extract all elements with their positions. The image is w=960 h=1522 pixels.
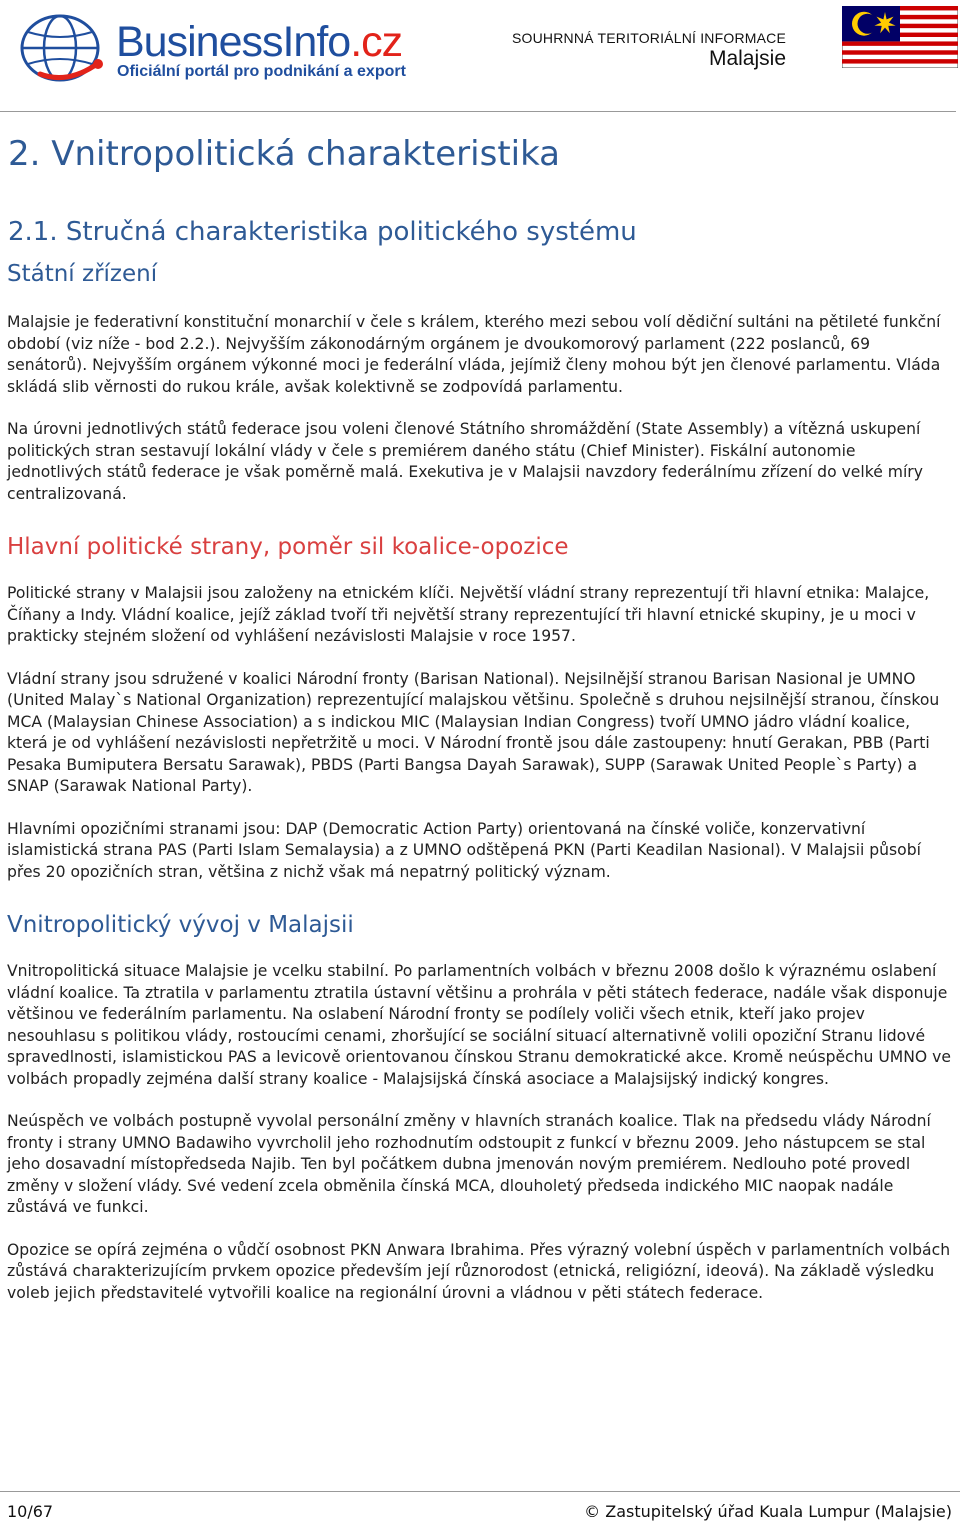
section-title: 2.1. Stručná charakteristika politického systému [8, 217, 637, 247]
malaysia-flag-icon [842, 6, 958, 68]
paragraph: Hlavními opozičními stranami jsou: DAP (Democratic Action Party) orientovaná na čínské voliče, konzervativní islamistická strana PAS (Parti Islam Semalaysia) a z UMNO odštěpená PKN (Parti Keadilan Nasional). V Malajsii působí přes 20 opozičních stran, většina z nichž však má nepatrný politický význam. [7, 819, 921, 881]
copyright-notice: © Zastupitelský úřad Kuala Lumpur (Malajsie) [584, 1502, 952, 1521]
header-divider [0, 111, 956, 112]
paragraph: Vnitropolitická situace Malajsie je vcelku stabilní. Po parlamentních volbách v březnu 2008 došlo k výraznému oslabení vládní koalice. Ta ztratila v parlamentu ztratila ústavní většinu a prohrála v pěti státech federace, nadále však disponuje většinou ve federálním parlamentu. Na oslabení Národní fronty se podílely voliči všech etnik, kteří jako projev nesouhlasu s politikou vlády, rostoucími cenami, zhoršující se sociální situací alternativně volili opoziční Stranu lidové spravedlnosti, islamistickou PAS a levicově orientovanou čínskou Stranu demokratické akce. Kromě neúspěchu UMNO ve volbách propadly zejména další strany koalice - Malajsijská čínská asociace a Malajsijský indický kongres. [7, 962, 951, 1088]
document-body [7, 130, 952, 1304]
document-type-label: SOUHRNNÁ TERITORIÁLNÍ INFORMACE [511, 30, 786, 46]
logo-tagline: Oficiální portál pro podnikání a export [117, 63, 406, 80]
paragraph: Neúspěch ve volbách postupně vyvolal personální změny v hlavních stranách koalice. Tlak na předsedu vlády Národní fronty i strany UMNO Badawiho vyvrcholil jeho rozhodnutím odstoupit z funkcí v březnu 2009. Jeho nástupcem se stal jeho dosavadní místopředseda Najib. Ten byl počátkem dubna jmenován novým premiérem. Nedlouho poté provedl změny v složení vlády. Své vedení zcela obměnila čínská MCA, dlouholetý předseda indického MIC naopak nadále zůstává ve funkci. [7, 1112, 931, 1216]
page-number: 10/67 [7, 1502, 54, 1521]
paragraph: Opozice se opírá zejména o vůdčí osobnost PKN Anwara Ibrahima. Přes výrazný volební úspěch v parlamentních volbách zůstává charakterizujícím prvkem opozice především její různorodost (etnická, religiózní, ideová). Na základě výsledku voleb jejich představitelé vytvořili koalice na regionální úrovni a vládnou v pěti státech federace. [7, 1240, 951, 1302]
page-header [0, 0, 960, 112]
subsection-heading-domestic-development: Vnitropolitický vývoj v Malajsii [7, 912, 354, 938]
logo-wordmark: BusinessInfo.cz [116, 18, 403, 66]
subsection-heading-state-system: Státní zřízení [7, 261, 158, 287]
paragraph: Politické strany v Malajsii jsou založeny na etnickém klíči. Největší vládní strany reprezentují tři hlavní etnika: Malajce, Číňany a Indy. Vládní koalice, jejíž základ tvoří tři největší strany reprezentující tři hlavní etnické skupiny, je u moci v prakticky stejném složení od vyhlášení nezávislosti Malajsie v roce 1957. [7, 584, 930, 645]
chapter-title: 2. Vnitropolitická charakteristika [8, 134, 561, 174]
footer-divider [0, 1491, 960, 1492]
country-name: Malajsie [708, 47, 786, 70]
document-type [512, 30, 786, 71]
paragraph: Na úrovni jednotlivých států federace jsou voleni členové Státního shromáždění (State Assembly) a vítězná uskupení politických stran sestavují lokální vlády v čele s premiérem daného státu (Chief Minister). Fiskální autonomie jednotlivých států federace je však poměrně malá. Exekutiva je v Malajsii navzdory federálnímu zřízení do velké míry centralizovaná. [7, 420, 923, 503]
subsection-heading-political-parties: Hlavní politické strany, poměr sil koalice-opozice [7, 534, 569, 560]
paragraph: Malajsie je federativní konstituční monarchií v čele s králem, kterého mezi sebou volí dědiční sultáni na pětileté funkční období (viz níže - bod 2.2.). Nejvyšším zákonodárným orgánem je dvoukomorový parlament (222 poslanců, 69 senátorů). Nejvyšším orgánem výkonné moci je federální vláda, jejímiž členy mohou být jen členové parlamentu. Vláda skládá slib věrnosti do rukou krále, avšak kolektivně se zodpovídá parlamentu. [7, 313, 941, 396]
paragraph: Vládní strany jsou sdružené v koalici Národní fronty (Barisan National). Nejsilnější stranou Barisan Nasional je UMNO (United Malay`s National Organization) reprezentující malajskou většinu. Společně s druhou nejsilnější stranou, čínskou MCA (Malaysian Chinese Association) a s indickou MIC (Malaysian Indian Congress) tvoří UMNO jádro vládní koalice, která je od vyhlášení nezávislosti nepřetržitě u moci. V Národní frontě jsou dále zastoupeny: hnutí Gerakan, PBB (Parti Pesaka Bumiputera Bersatu Sarawak), PBDS (Parti Bangsa Dayah Sarawak), SUPP (Sarawak United People`s Party) a SNAP (Sarawak National Party). [7, 669, 940, 795]
globe-logo-icon [20, 14, 110, 86]
businessinfo-logo[interactable] [20, 14, 420, 86]
